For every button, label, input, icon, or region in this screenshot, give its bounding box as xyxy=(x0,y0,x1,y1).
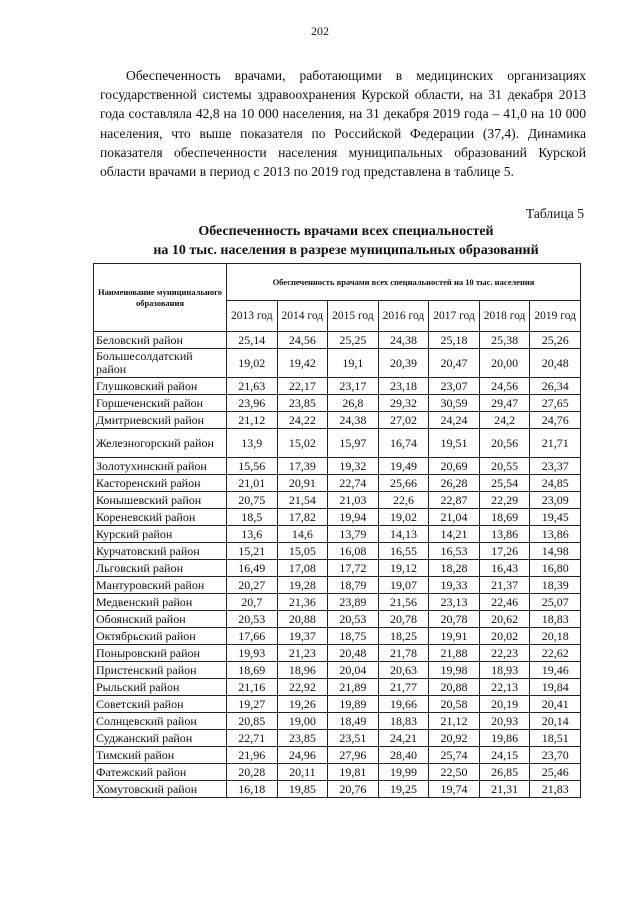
table-row xyxy=(94,747,581,764)
supply-value-cell: 15,97 xyxy=(328,429,379,458)
supply-value-cell: 20,48 xyxy=(328,645,379,662)
supply-value-cell: 23,07 xyxy=(429,378,480,395)
supply-value-cell: 26,34 xyxy=(530,378,581,395)
supply-value-cell: 20,88 xyxy=(277,611,328,628)
supply-value-cell: 16,53 xyxy=(429,543,480,560)
supply-value-cell: 14,98 xyxy=(530,543,581,560)
municipality-name: Октябрьский район xyxy=(94,628,227,645)
supply-value-cell: 22,23 xyxy=(479,645,530,662)
supply-value-cell: 21,71 xyxy=(530,429,581,458)
page-number: 202 xyxy=(311,24,329,38)
supply-value-cell: 20,19 xyxy=(479,696,530,713)
supply-value-cell: 18,25 xyxy=(378,628,429,645)
supply-value-cell: 21,12 xyxy=(227,412,278,429)
supply-value-cell: 24,96 xyxy=(277,747,328,764)
supply-value-cell: 23,85 xyxy=(277,730,328,747)
supply-value-cell: 23,37 xyxy=(530,458,581,475)
supply-value-cell: 18,83 xyxy=(530,611,581,628)
table-row xyxy=(94,458,581,475)
supply-value-cell: 13,6 xyxy=(227,526,278,543)
supply-value-cell: 21,23 xyxy=(277,645,328,662)
supply-value-cell: 25,26 xyxy=(530,332,581,349)
supply-value-cell: 20,85 xyxy=(227,713,278,730)
supply-value-cell: 19,1 xyxy=(328,349,379,378)
supply-value-cell: 15,02 xyxy=(277,429,328,458)
supply-value-cell: 16,49 xyxy=(227,560,278,577)
supply-value-cell: 17,72 xyxy=(328,560,379,577)
year-header: 2019 год xyxy=(530,301,581,332)
supply-value-cell: 17,66 xyxy=(227,628,278,645)
supply-value-cell: 18,39 xyxy=(530,577,581,594)
supply-value-cell: 19,45 xyxy=(530,509,581,526)
municipality-column-header: Наименование муниципального образования xyxy=(94,264,227,332)
municipality-name: Рыльский район xyxy=(94,679,227,696)
supply-value-cell: 25,25 xyxy=(328,332,379,349)
supply-value-cell: 18,83 xyxy=(378,713,429,730)
supply-value-cell: 22,17 xyxy=(277,378,328,395)
supply-value-cell: 13,9 xyxy=(227,429,278,458)
supply-value-cell: 23,85 xyxy=(277,395,328,412)
supply-value-cell: 30,59 xyxy=(429,395,480,412)
supply-value-cell: 22,71 xyxy=(227,730,278,747)
table-row xyxy=(94,378,581,395)
supply-value-cell: 21,56 xyxy=(378,594,429,611)
supply-value-cell: 13,86 xyxy=(479,526,530,543)
supply-value-cell: 25,18 xyxy=(429,332,480,349)
table-row xyxy=(94,696,581,713)
municipality-name: Дмитриевский район xyxy=(94,412,227,429)
supply-value-cell: 23,18 xyxy=(378,378,429,395)
supply-value-cell: 20,63 xyxy=(378,662,429,679)
table-row xyxy=(94,560,581,577)
supply-value-cell: 21,96 xyxy=(227,747,278,764)
supply-value-cell: 29,32 xyxy=(378,395,429,412)
supply-value-cell: 17,82 xyxy=(277,509,328,526)
supply-value-cell: 22,29 xyxy=(479,492,530,509)
year-header: 2015 год xyxy=(328,301,379,332)
supply-value-cell: 19,93 xyxy=(227,645,278,662)
supply-value-cell: 21,54 xyxy=(277,492,328,509)
table-title-line-1: Обеспеченность врачами всех специальностей xyxy=(198,224,494,239)
supply-value-cell: 22,6 xyxy=(378,492,429,509)
table-title-line-2: на 10 тыс. населения в разрезе муниципальных образований xyxy=(153,243,539,258)
table-row xyxy=(94,429,581,458)
supply-value-cell: 23,89 xyxy=(328,594,379,611)
supply-value-cell: 19,02 xyxy=(378,509,429,526)
table-row xyxy=(94,475,581,492)
supply-value-cell: 25,07 xyxy=(530,594,581,611)
supply-value-cell: 20,11 xyxy=(277,764,328,781)
supply-value-cell: 20,58 xyxy=(429,696,480,713)
table-row xyxy=(94,526,581,543)
year-header: 2016 год xyxy=(378,301,429,332)
supply-value-cell: 23,51 xyxy=(328,730,379,747)
supply-value-cell: 20,00 xyxy=(479,349,530,378)
supply-value-cell: 23,13 xyxy=(429,594,480,611)
supply-value-cell: 21,12 xyxy=(429,713,480,730)
supply-value-cell: 23,70 xyxy=(530,747,581,764)
supply-value-cell: 19,91 xyxy=(429,628,480,645)
supply-value-cell: 17,39 xyxy=(277,458,328,475)
municipality-name: Медвенский район xyxy=(94,594,227,611)
year-header: 2013 год xyxy=(227,301,278,332)
supply-value-cell: 20,27 xyxy=(227,577,278,594)
supply-value-cell: 19,66 xyxy=(378,696,429,713)
intro-paragraph: Обеспеченность врачами, работающими в медицинских организациях государственной системы здравоохранения Курской области, на 31 декабря 2013 года составляла 42,8 на 10 000 населения, на 31 декабря 2019 года – 41,0 на 10 000 населения, что выше показателя по Российской Федерации (37,4). Динамика показателя обеспеченности населения муниципальных образований Курской области врачами в период с 2013 по 2019 год представлена в таблице 5. xyxy=(100,68,586,180)
supply-value-cell: 21,89 xyxy=(328,679,379,696)
supply-value-cell: 15,21 xyxy=(227,543,278,560)
municipality-name: Советский район xyxy=(94,696,227,713)
table-row xyxy=(94,332,581,349)
supply-value-cell: 21,78 xyxy=(378,645,429,662)
supply-value-cell: 20,55 xyxy=(479,458,530,475)
supply-value-cell: 25,74 xyxy=(429,747,480,764)
supply-value-cell: 20,93 xyxy=(479,713,530,730)
supply-value-cell: 19,25 xyxy=(378,781,429,798)
supply-value-cell: 18,49 xyxy=(328,713,379,730)
supply-value-cell: 13,79 xyxy=(328,526,379,543)
table-row xyxy=(94,412,581,429)
supply-value-cell: 16,55 xyxy=(378,543,429,560)
municipality-name: Курский район xyxy=(94,526,227,543)
municipality-name: Тимский район xyxy=(94,747,227,764)
municipality-name: Пристенский район xyxy=(94,662,227,679)
municipality-name: Кореневский район xyxy=(94,509,227,526)
supply-value-cell: 19,37 xyxy=(277,628,328,645)
supply-value-cell: 28,40 xyxy=(378,747,429,764)
supply-value-cell: 14,13 xyxy=(378,526,429,543)
supply-value-cell: 20,02 xyxy=(479,628,530,645)
supply-value-cell: 19,32 xyxy=(328,458,379,475)
supply-value-cell: 20,53 xyxy=(328,611,379,628)
supply-value-cell: 27,96 xyxy=(328,747,379,764)
supply-value-cell: 21,63 xyxy=(227,378,278,395)
table-row xyxy=(94,395,581,412)
supply-value-cell: 20,7 xyxy=(227,594,278,611)
supply-value-cell: 24,21 xyxy=(378,730,429,747)
municipality-name: Обоянский район xyxy=(94,611,227,628)
supply-value-cell: 25,38 xyxy=(479,332,530,349)
supply-value-cell: 19,02 xyxy=(227,349,278,378)
municipality-name: Фатежский район xyxy=(94,764,227,781)
supply-value-cell: 13,86 xyxy=(530,526,581,543)
supply-value-cell: 19,84 xyxy=(530,679,581,696)
municipality-name: Большесолдатский район xyxy=(94,349,227,378)
table-row xyxy=(94,509,581,526)
supply-value-cell: 19,46 xyxy=(530,662,581,679)
table-row xyxy=(94,679,581,696)
supply-value-cell: 23,17 xyxy=(328,378,379,395)
table-row xyxy=(94,577,581,594)
municipality-name: Золотухинский район xyxy=(94,458,227,475)
supply-value-cell: 20,76 xyxy=(328,781,379,798)
supply-value-cell: 18,96 xyxy=(277,662,328,679)
year-header: 2018 год xyxy=(479,301,530,332)
supply-value-cell: 25,46 xyxy=(530,764,581,781)
municipality-name: Горшеченский район xyxy=(94,395,227,412)
supply-value-cell: 19,27 xyxy=(227,696,278,713)
municipality-name: Льговский район xyxy=(94,560,227,577)
table-row xyxy=(94,349,581,378)
supply-value-cell: 20,04 xyxy=(328,662,379,679)
municipality-name: Касторенский район xyxy=(94,475,227,492)
supply-value-cell: 15,05 xyxy=(277,543,328,560)
supply-value-cell: 24,85 xyxy=(530,475,581,492)
supply-value-cell: 18,75 xyxy=(328,628,379,645)
supply-value-cell: 19,85 xyxy=(277,781,328,798)
supply-value-cell: 19,94 xyxy=(328,509,379,526)
supply-value-cell: 20,47 xyxy=(429,349,480,378)
supply-value-cell: 20,69 xyxy=(429,458,480,475)
table-row xyxy=(94,492,581,509)
supply-value-cell: 26,8 xyxy=(328,395,379,412)
supply-value-cell: 20,53 xyxy=(227,611,278,628)
supply-value-cell: 21,83 xyxy=(530,781,581,798)
supply-value-cell: 17,26 xyxy=(479,543,530,560)
year-header: 2017 год xyxy=(429,301,480,332)
supply-value-cell: 19,42 xyxy=(277,349,328,378)
supply-value-cell: 24,15 xyxy=(479,747,530,764)
supply-value-cell: 20,28 xyxy=(227,764,278,781)
supply-value-cell: 18,5 xyxy=(227,509,278,526)
supply-value-cell: 20,39 xyxy=(378,349,429,378)
supply-value-cell: 19,74 xyxy=(429,781,480,798)
supply-value-cell: 19,28 xyxy=(277,577,328,594)
supply-value-cell: 18,69 xyxy=(479,509,530,526)
supply-value-cell: 19,26 xyxy=(277,696,328,713)
doctors-supply-table xyxy=(93,263,581,798)
supply-value-cell: 17,08 xyxy=(277,560,328,577)
supply-value-cell: 20,41 xyxy=(530,696,581,713)
supply-value-cell: 24,38 xyxy=(378,332,429,349)
supply-value-cell: 15,56 xyxy=(227,458,278,475)
municipality-name: Курчатовский район xyxy=(94,543,227,560)
supply-value-cell: 16,43 xyxy=(479,560,530,577)
table-body xyxy=(94,332,581,798)
supply-value-cell: 22,50 xyxy=(429,764,480,781)
supply-value-cell: 20,78 xyxy=(429,611,480,628)
table-row xyxy=(94,611,581,628)
supply-value-cell: 19,49 xyxy=(378,458,429,475)
table-row xyxy=(94,781,581,798)
supply-value-cell: 21,31 xyxy=(479,781,530,798)
municipality-name: Суджанский район xyxy=(94,730,227,747)
municipality-name: Железногорский район xyxy=(94,429,227,458)
municipality-name: Хомутовский район xyxy=(94,781,227,798)
supply-value-cell: 22,92 xyxy=(277,679,328,696)
supply-value-cell: 22,13 xyxy=(479,679,530,696)
table-row xyxy=(94,730,581,747)
supply-value-cell: 19,07 xyxy=(378,577,429,594)
supply-value-cell: 20,48 xyxy=(530,349,581,378)
supply-value-cell: 20,92 xyxy=(429,730,480,747)
supply-value-cell: 26,85 xyxy=(479,764,530,781)
supply-value-cell: 16,74 xyxy=(378,429,429,458)
supply-value-cell: 23,09 xyxy=(530,492,581,509)
supply-value-cell: 23,96 xyxy=(227,395,278,412)
table-row xyxy=(94,594,581,611)
supply-value-cell: 21,36 xyxy=(277,594,328,611)
supply-group-header: Обеспеченность врачами всех специальностей на 10 тыс. населения xyxy=(227,264,581,301)
supply-value-cell: 22,74 xyxy=(328,475,379,492)
supply-value-cell: 21,88 xyxy=(429,645,480,662)
supply-value-cell: 27,65 xyxy=(530,395,581,412)
table-row xyxy=(94,628,581,645)
supply-value-cell: 16,18 xyxy=(227,781,278,798)
supply-value-cell: 21,01 xyxy=(227,475,278,492)
supply-value-cell: 16,80 xyxy=(530,560,581,577)
supply-value-cell: 19,99 xyxy=(378,764,429,781)
supply-value-cell: 19,51 xyxy=(429,429,480,458)
table-row xyxy=(94,764,581,781)
supply-value-cell: 18,51 xyxy=(530,730,581,747)
supply-value-cell: 19,81 xyxy=(328,764,379,781)
supply-value-cell: 26,28 xyxy=(429,475,480,492)
supply-value-cell: 19,98 xyxy=(429,662,480,679)
supply-value-cell: 18,28 xyxy=(429,560,480,577)
supply-value-cell: 14,6 xyxy=(277,526,328,543)
supply-value-cell: 25,54 xyxy=(479,475,530,492)
supply-value-cell: 20,88 xyxy=(429,679,480,696)
supply-value-cell: 20,75 xyxy=(227,492,278,509)
year-header: 2014 год xyxy=(277,301,328,332)
supply-value-cell: 14,21 xyxy=(429,526,480,543)
municipality-name: Беловский район xyxy=(94,332,227,349)
supply-value-cell: 19,00 xyxy=(277,713,328,730)
supply-value-cell: 19,86 xyxy=(479,730,530,747)
municipality-name: Солнцевский район xyxy=(94,713,227,730)
supply-value-cell: 16,08 xyxy=(328,543,379,560)
municipality-name: Глушковский район xyxy=(94,378,227,395)
supply-value-cell: 21,37 xyxy=(479,577,530,594)
supply-value-cell: 24,38 xyxy=(328,412,379,429)
supply-value-cell: 22,62 xyxy=(530,645,581,662)
supply-value-cell: 21,16 xyxy=(227,679,278,696)
supply-value-cell: 19,89 xyxy=(328,696,379,713)
supply-value-cell: 20,56 xyxy=(479,429,530,458)
supply-value-cell: 25,66 xyxy=(378,475,429,492)
supply-value-cell: 20,14 xyxy=(530,713,581,730)
municipality-name: Поныровский район xyxy=(94,645,227,662)
supply-value-cell: 22,87 xyxy=(429,492,480,509)
supply-value-cell: 24,76 xyxy=(530,412,581,429)
supply-value-cell: 27,02 xyxy=(378,412,429,429)
supply-value-cell: 21,04 xyxy=(429,509,480,526)
supply-value-cell: 18,69 xyxy=(227,662,278,679)
supply-value-cell: 20,62 xyxy=(479,611,530,628)
table-row xyxy=(94,543,581,560)
supply-value-cell: 20,78 xyxy=(378,611,429,628)
supply-value-cell: 21,03 xyxy=(328,492,379,509)
supply-value-cell: 22,46 xyxy=(479,594,530,611)
supply-value-cell: 19,12 xyxy=(378,560,429,577)
table-row xyxy=(94,662,581,679)
table-label: Таблица 5 xyxy=(525,206,584,221)
supply-value-cell: 24,56 xyxy=(479,378,530,395)
table-row xyxy=(94,713,581,730)
supply-value-cell: 18,93 xyxy=(479,662,530,679)
supply-value-cell: 29,47 xyxy=(479,395,530,412)
supply-value-cell: 20,18 xyxy=(530,628,581,645)
table-row xyxy=(94,645,581,662)
supply-value-cell: 24,56 xyxy=(277,332,328,349)
table-title xyxy=(96,222,596,260)
supply-value-cell: 24,24 xyxy=(429,412,480,429)
supply-value-cell: 25,14 xyxy=(227,332,278,349)
supply-value-cell: 19,33 xyxy=(429,577,480,594)
municipality-name: Мантуровский район xyxy=(94,577,227,594)
municipality-name: Конышевский район xyxy=(94,492,227,509)
supply-value-cell: 24,22 xyxy=(277,412,328,429)
supply-value-cell: 21,77 xyxy=(378,679,429,696)
supply-value-cell: 24,2 xyxy=(479,412,530,429)
supply-value-cell: 18,79 xyxy=(328,577,379,594)
supply-value-cell: 20,91 xyxy=(277,475,328,492)
